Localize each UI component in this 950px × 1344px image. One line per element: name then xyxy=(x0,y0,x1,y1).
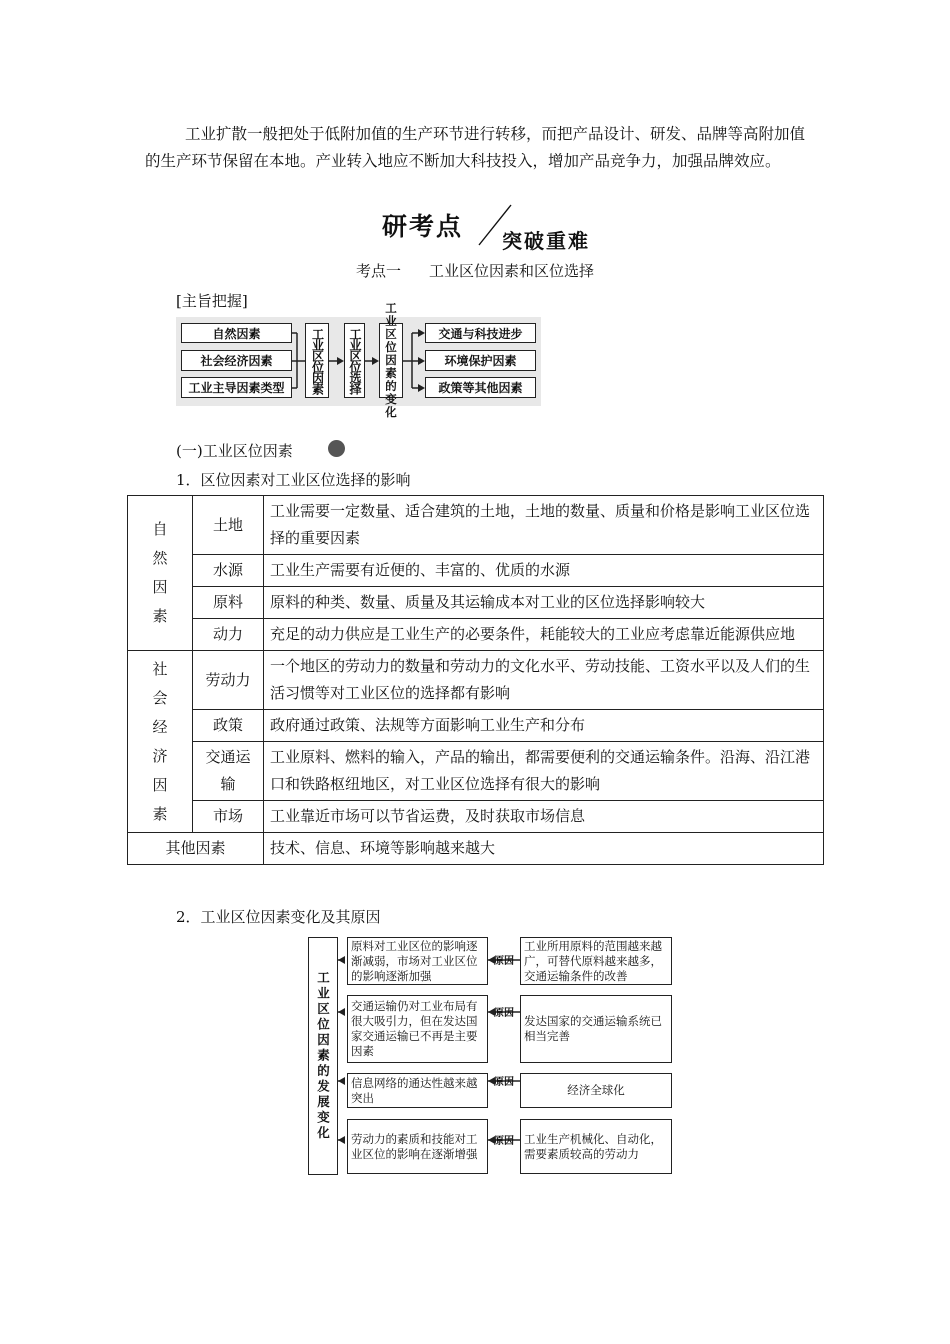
table-row xyxy=(128,710,824,742)
diagram-node-choice xyxy=(344,323,365,398)
diagram-box-environment: 环境保护因素 xyxy=(425,350,536,371)
factor-cell: 土地 xyxy=(193,496,264,555)
banner-main: 研考点 xyxy=(382,212,464,241)
category-natural-text: 自然因素 xyxy=(152,520,168,625)
effect-box: 原料对工业区位的影响逐渐减弱，市场对工业区位的影响逐渐加强 xyxy=(347,937,488,985)
diagram-box-policy: 政策等其他因素 xyxy=(425,377,536,398)
factor-cell: 交通运输 xyxy=(193,742,264,801)
factor-cell: 政策 xyxy=(193,710,264,742)
section-title xyxy=(0,260,950,281)
bullet-dot xyxy=(328,440,345,457)
table-row xyxy=(128,587,824,619)
section-name: 工业区位因素和区位选择 xyxy=(429,262,595,280)
reason-label: 原因 xyxy=(494,1008,514,1019)
cause-box: 工业生产机械化、自动化，需要素质较高的劳动力 xyxy=(520,1119,672,1174)
table-row xyxy=(128,742,824,801)
desc-cell: 政府通过政策、法规等方面影响工业生产和分布 xyxy=(264,710,824,742)
table-row xyxy=(128,619,824,651)
cause-box: 工业所用原料的范围越来越广，可替代原料越来越多，交通运输条件的改善 xyxy=(520,937,672,985)
desc-cell: 原料的种类、数量、质量及其运输成本对工业的区位选择影响较大 xyxy=(264,587,824,619)
summary-tag: [主旨把握] xyxy=(176,292,248,310)
changes-title xyxy=(308,937,338,1175)
desc-cell: 工业生产需要有近便的、丰富的、优质的水源 xyxy=(264,555,824,587)
diagram-box-transport-tech: 交通与科技进步 xyxy=(425,323,536,343)
desc-cell: 工业需要一定数量、适合建筑的土地，土地的数量、质量和价格是影响工业区位选择的重要因素 xyxy=(264,496,824,555)
factor-cell: 市场 xyxy=(193,801,264,833)
effect-box: 交通运输仍对工业布局有很大吸引力，但在发达国家交通运输已不再是主要因素 xyxy=(347,995,488,1063)
node-factors-text: 工业区位因素 xyxy=(310,327,325,394)
category-social-text: 社会经济因素 xyxy=(152,659,168,823)
diagram-node-change: 工业区位因素的变化 xyxy=(379,323,403,398)
diagram-node-factors xyxy=(305,323,329,398)
heading-factors: 1．区位因素对工业区位选择的影响 xyxy=(176,471,411,489)
effect-box: 劳动力的素质和技能对工业区位的影响在逐渐增强 xyxy=(347,1119,488,1174)
changes-title-text: 工业区位因素的发展变化 xyxy=(315,970,331,1142)
desc-cell: 工业靠近市场可以节省运费，及时获取市场信息 xyxy=(264,801,824,833)
banner-sub: 突破重难 xyxy=(502,229,590,253)
table-row xyxy=(128,833,824,865)
heading-changes: 2．工业区位因素变化及其原因 xyxy=(176,908,381,926)
factor-cell: 劳动力 xyxy=(193,651,264,710)
reason-label: 原因 xyxy=(494,956,514,967)
factors-table xyxy=(127,495,824,865)
factor-cell: 动力 xyxy=(193,619,264,651)
reason-label: 原因 xyxy=(494,1077,514,1088)
desc-cell: 工业原料、燃料的输入，产品的输出，都需要便利的交通运输条件。沿海、沿江港口和铁路枢纽地区，对工业区位选择有很大的影响 xyxy=(264,742,824,801)
category-other: 其他因素 xyxy=(128,833,264,865)
effect-box: 信息网络的通达性越来越突出 xyxy=(347,1073,488,1108)
changes-diagram xyxy=(308,935,674,1177)
category-natural xyxy=(128,496,193,651)
diagram-box-social: 社会经济因素 xyxy=(181,350,292,371)
table-row xyxy=(128,801,824,833)
factor-cell: 水源 xyxy=(193,555,264,587)
category-social xyxy=(128,651,193,833)
factor-cell: 原料 xyxy=(193,587,264,619)
desc-cell: 一个地区的劳动力的数量和劳动力的文化水平、劳动技能、工资水平以及人们的生活习惯等对工业区位的选择都有影响 xyxy=(264,651,824,710)
subsection-title: (一)工业区位因素 xyxy=(176,442,293,460)
intro-text: 工业扩散一般把处于低附加值的生产环节进行转移，而把产品设计、研发、品牌等高附加值的生产环节保留在本地。产业转入地应不断加大科技投入，增加产品竞争力，加强品牌效应。 xyxy=(145,125,806,170)
node-choice-text: 工业区位选择 xyxy=(348,327,362,394)
table-row xyxy=(128,555,824,587)
diagram-box-natural: 自然因素 xyxy=(181,323,292,343)
section-number: 考点一 xyxy=(355,262,401,280)
desc-cell: 充足的动力供应是工业生产的必要条件，耗能较大的工业应考虑靠近能源供应地 xyxy=(264,619,824,651)
diagram-box-dominant: 工业主导因素类型 xyxy=(181,377,292,398)
cause-box: 经济全球化 xyxy=(520,1073,672,1108)
intro-paragraph xyxy=(145,121,817,175)
cause-box: 发达国家的交通运输系统已相当完善 xyxy=(520,995,672,1063)
table-row xyxy=(128,651,824,710)
reason-label: 原因 xyxy=(494,1136,514,1147)
table-row xyxy=(128,496,824,555)
desc-cell: 技术、信息、环境等影响越来越大 xyxy=(264,833,824,865)
